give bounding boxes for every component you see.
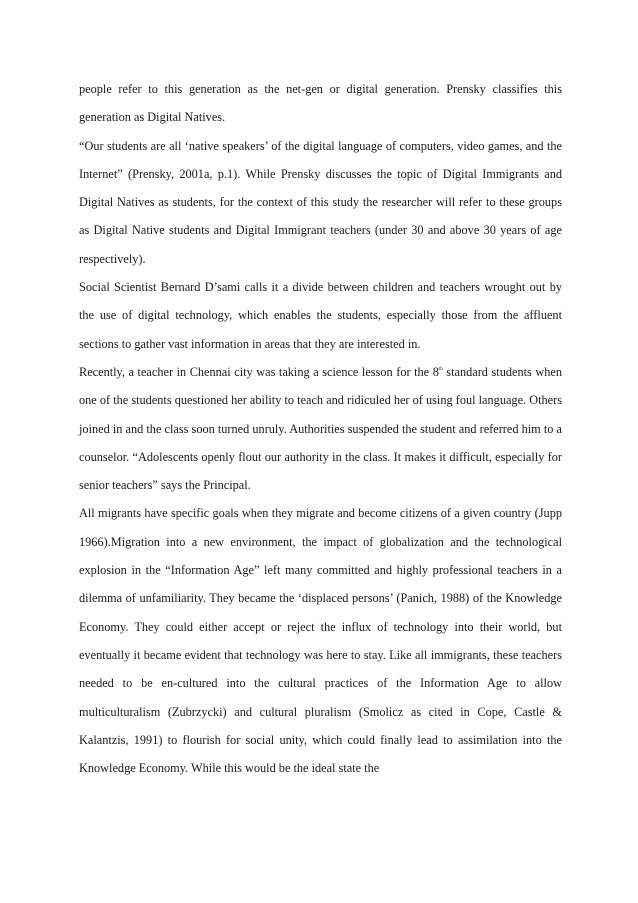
paragraph-prensky-quote: “Our students are all ‘native speakers’ of the digital language of computers, video games, and the Internet” (Prensky, 2001a, p.1). While Prensky discusses the topic of Digital Immigrants and Digital Natives as students, for the context of this study the researcher will refer to these groups as Digital Native students and Digital Immigrant teachers (under 30 and above 30 years of age respectively).: [79, 138, 562, 266]
paragraph-dsami: Social Scientist Bernard D’sami calls it a divide between children and teachers wrought out by the use of digital technology, which enables the students, especially those from the affluent sections to gather vast information in areas that they are interested in.: [79, 280, 562, 351]
paragraph-net-gen: people refer to this generation as the net-gen or digital generation. Prensky classifies this generation as Digital Natives.: [79, 82, 562, 125]
paragraph-chennai-incident: [79, 358, 562, 499]
ordinal-superscript: th: [438, 366, 443, 372]
body-text: [79, 75, 562, 782]
paragraph-text-after: standard students when one of the students questioned her ability to teach and ridiculed her of using foul language. Others joined in and the class soon turned unruly. Authorities suspended the student and referred him to a counselor. “Adolescents openly flout our authority in the class. It makes it difficult, especially for senior teachers” says the Principal.: [79, 364, 562, 493]
paragraph-text-before: Recently, a teacher in Chennai city was taking a science lesson for the 8: [79, 364, 439, 379]
paragraph-migrants: All migrants have specific goals when they migrate and become citizens of a given country (Jupp 1966).Migration into a new environment, the impact of globalization and the technological explosion in the “Information Age” left many committed and highly professional teachers in a dilemma of unfamiliarity. They became the ‘displaced persons’ (Panich, 1988) of the Knowledge Economy. They could either accept or reject the influx of technology into their world, but eventually it became evident that technology was here to stay. Like all immigrants, these teachers needed to be en-cultured into the cultural practices of the Information Age to allow multiculturalism (Zubrzycki) and cultural pluralism (Smolicz as cited in Cope, Castle & Kalantzis, 1991) to flourish for social unity, which could finally lead to assimilation into the Knowledge Economy. While this would be the ideal state the: [79, 506, 562, 776]
